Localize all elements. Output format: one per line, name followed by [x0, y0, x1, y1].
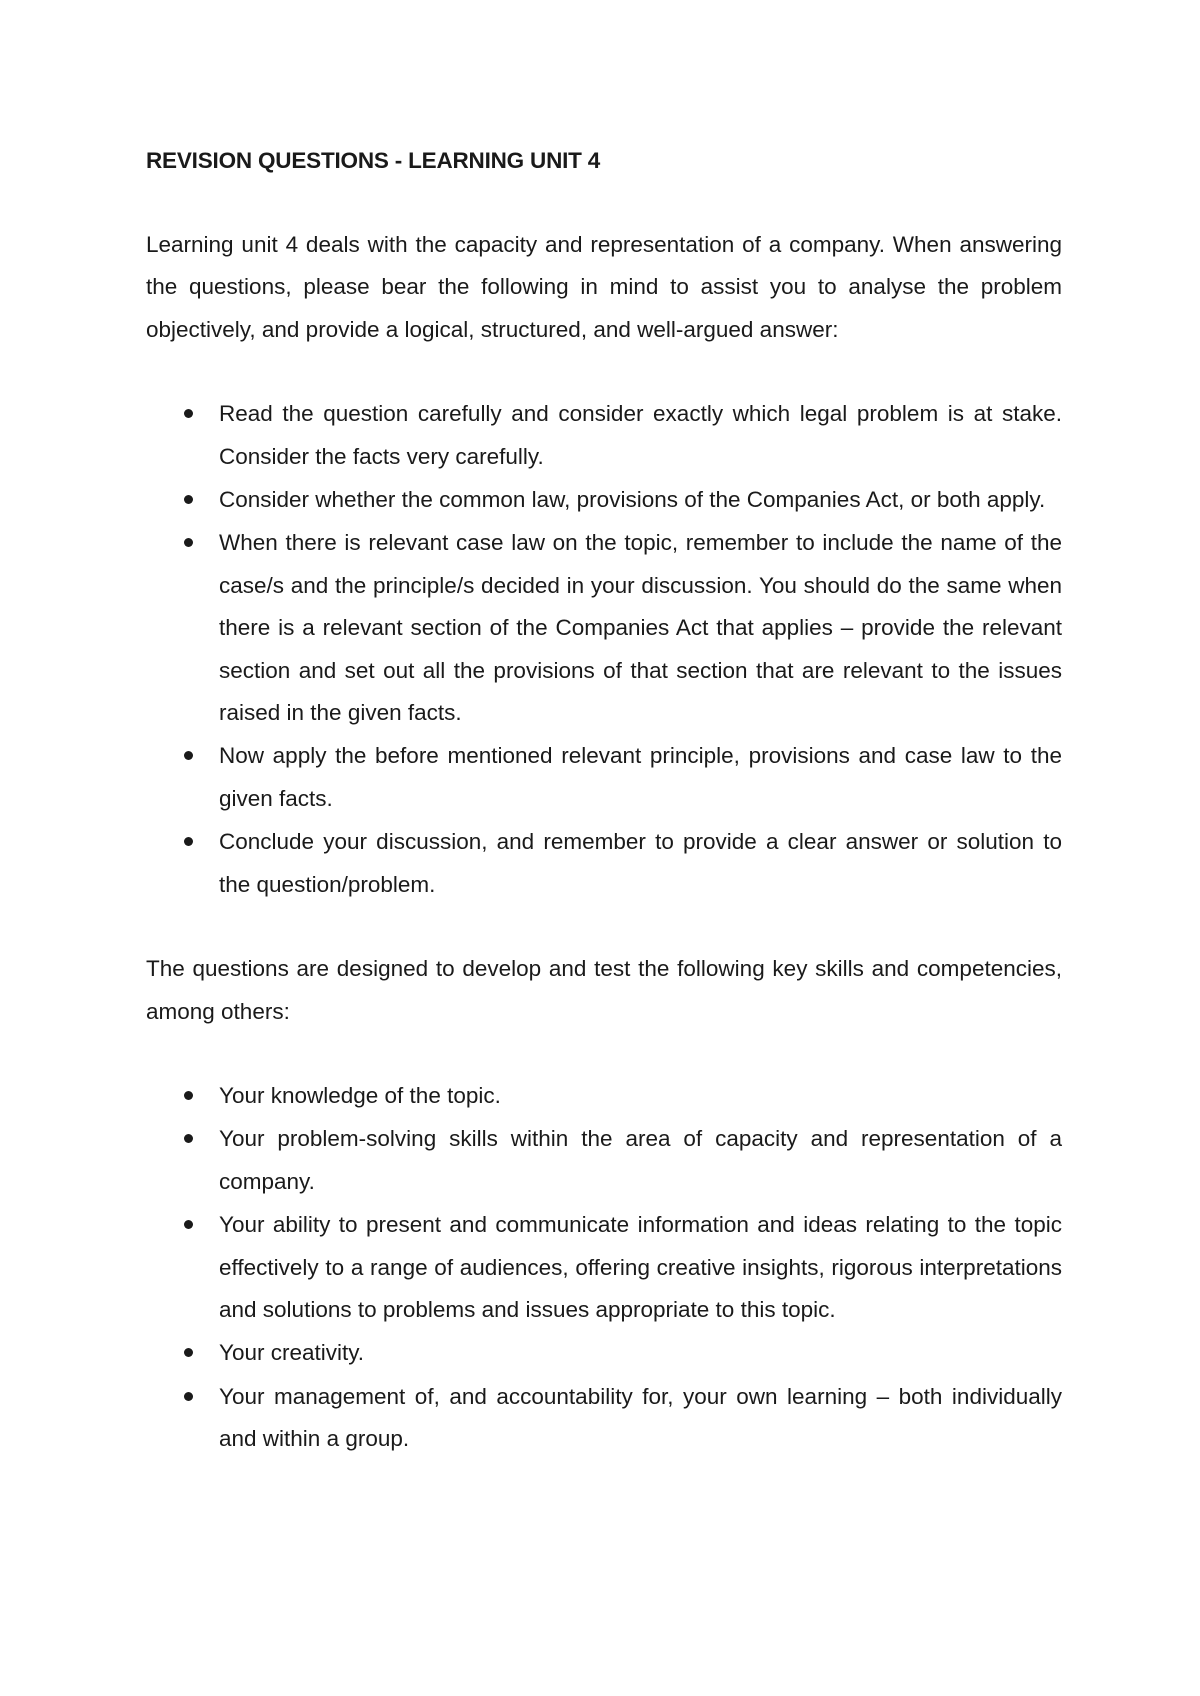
- bullet-icon: [184, 1220, 193, 1229]
- list-item-text: Your management of, and accountability for, your own learning – both individually and within a group.: [219, 1383, 1062, 1452]
- bullet-icon: [184, 1134, 193, 1143]
- list-item-text: Consider whether the common law, provisions of the Companies Act, or both apply.: [219, 487, 1046, 513]
- list-item-text: Your knowledge of the topic.: [219, 1082, 501, 1108]
- list-item: [146, 1332, 1062, 1374]
- list-item-text: Your creativity.: [219, 1340, 365, 1366]
- list-item: [146, 1376, 1062, 1461]
- bullet-icon: [184, 837, 193, 846]
- document-page: [146, 140, 1062, 1503]
- list-item-text: Conclude your discussion, and remember to provide a clear answer or solution to the question/problem.: [219, 829, 1062, 897]
- guidelines-list: [146, 393, 1062, 906]
- list-item: [146, 821, 1062, 906]
- bullet-icon: [184, 495, 193, 504]
- bullet-icon: [184, 751, 193, 760]
- list-item: [146, 1204, 1062, 1331]
- list-item: [146, 522, 1062, 734]
- list-item: [146, 1118, 1062, 1203]
- list-item-text: Now apply the before mentioned relevant principle, provisions and case law to the given facts.: [219, 743, 1062, 811]
- bullet-icon: [184, 409, 193, 418]
- list-item-text: Your ability to present and communicate information and ideas relating to the topic effectively to a range of audiences, offering creative insights, rigorous interpretations and solutions to problems and issues appropriate to this topic.: [219, 1212, 1062, 1322]
- bullet-icon: [184, 1348, 193, 1357]
- list-item: [146, 479, 1062, 521]
- document-title: REVISION QUESTIONS - LEARNING UNIT 4: [146, 148, 601, 173]
- intro-paragraph: Learning unit 4 deals with the capacity and representation of a company. When answering the questions, please bear the following in mind to assist you to analyse the problem objectively, and provide a logical, structured, and well-argued answer:: [146, 232, 1062, 342]
- skills-list: [146, 1075, 1062, 1461]
- list-item-text: Your problem-solving skills within the area of capacity and representation of a company.: [219, 1126, 1062, 1194]
- bullet-icon: [184, 1091, 193, 1100]
- bullet-icon: [184, 538, 193, 547]
- list-item: [146, 393, 1062, 478]
- list-item-text: When there is relevant case law on the topic, remember to include the name of the case/s and the principle/s decided in your discussion. You should do the same when there is a relevant section of the Companies Act that applies – provide the relevant section and set out all the provisions of that section that are relevant to the issues raised in the given facts.: [219, 530, 1062, 726]
- list-item: [146, 1075, 1062, 1117]
- list-item: [146, 735, 1062, 820]
- bullet-icon: [184, 1392, 193, 1401]
- list-item-text: Read the question carefully and consider exactly which legal problem is at stake. Consider the facts very carefully.: [219, 401, 1062, 469]
- skills-intro-paragraph: The questions are designed to develop and test the following key skills and competencies, among others:: [146, 956, 1062, 1024]
